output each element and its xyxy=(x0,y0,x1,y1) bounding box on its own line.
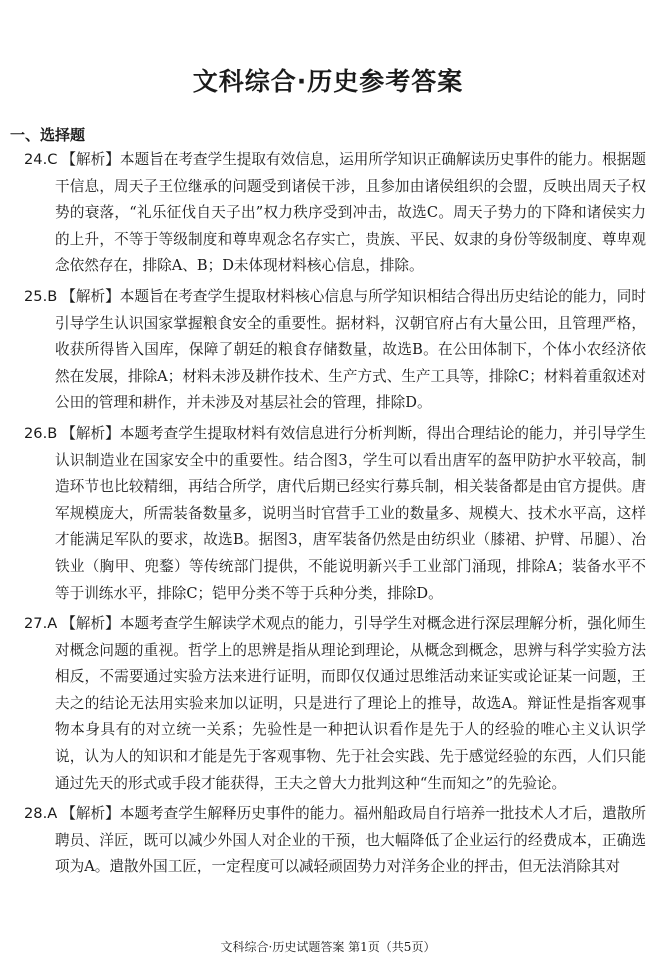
analysis-tag: 【解析】 xyxy=(61,151,120,168)
answer-text: 本题考查学生解释历史事件的能力。福州船政局自行培养一批技术人才后，遣散所聘员、洋匠，既可以减少外国人对企业的干预，也大幅降低了企业运行的经费成本，正确选项为A。遣散外国工匠，一定程度可以减轻顽固势力对洋务企业的抨击，但无法消除其对 xyxy=(55,805,646,876)
answer-number: 24.C xyxy=(24,151,58,168)
answer-text: 本题考查学生提取材料有效信息进行分析判断，得出合理结论的能力，并引导学生认识制造业在国家安全中的重要性。结合图3，学生可以看出唐军的盔甲防护水平较高，制造环节也比较精细，再结合所学，唐代后期已经实行募兵制，相关装备都是由官方提供。唐军规模庞大，所需装备数量多，说明当时官营手工业的数量多、规模大、技术水平高，这样才能满足军队的要求，故选B。据图3，唐军装备仍然是由纺织业（膝裙、护臂、吊腿）、冶铁业（胸甲、兜鍪）等传统部门提供，不能说明新兴手工业部门涌现，排除A；装备水平不等于训练水平，排除C；铠甲分类不等于兵种分类，排除D。 xyxy=(55,424,646,602)
answer-number: 26.B xyxy=(24,424,58,442)
answer-item-25 xyxy=(24,284,646,417)
analysis-tag: 【解析】 xyxy=(61,805,120,823)
answer-item-28 xyxy=(24,801,646,881)
section-heading: 一、选择题 xyxy=(10,126,86,144)
answer-number: 27.A xyxy=(24,615,58,633)
analysis-tag: 【解析】 xyxy=(61,424,120,442)
analysis-tag: 【解析】 xyxy=(61,287,120,305)
answer-text: 本题旨在考查学生提取材料核心信息与所学知识相结合得出历史结论的能力，同时引导学生认识国家掌握粮食安全的重要性。据材料，汉朝官府占有大量公田，且管理严格，收获所得皆入国库，保障了朝廷的粮食存储数量，故选B。在公田体制下，个体小农经济依然在发展，排除A；材料未涉及耕作技术、生产方式、生产工具等，排除C；材料着重叙述对公田的管理和耕作，并未涉及对基层社会的管理，排除D。 xyxy=(55,287,646,412)
answer-number: 28.A xyxy=(24,805,58,823)
page-footer: 文科综合·历史试题答案 第1页（共5页） xyxy=(220,940,436,954)
answer-number: 25.B xyxy=(24,287,58,305)
page-title: 文科综合·历史参考答案 xyxy=(192,67,464,96)
answer-item-24 xyxy=(24,147,646,280)
analysis-tag: 【解析】 xyxy=(61,615,120,633)
answer-item-26 xyxy=(24,421,646,607)
answer-text: 本题考查学生解读学术观点的能力，引导学生对概念进行深层理解分析，强化师生对概念问题的重视。哲学上的思辨是指从理论到理论，从概念到概念，思辨与科学实验方法相反，不需要通过实验方法来进行证明，而即仅仅通过思维活动来证实或论证某一问题，王夫之的结论无法用实验来加以证明，只是进行了理论上的推导，故选A。辩证性是指客观事物本身具有的对立统一关系；先验性是一种把认识看作是先于人的经验的唯心主义认识学说，认为人的知识和才能是先于客观事物、先于社会实践、先于感觉经验的东西，人们只能通过先天的形式或手段才能获得，王夫之曾大力批判这种“生而知之”的先验论。 xyxy=(55,615,646,792)
answer-item-27 xyxy=(24,611,646,797)
answer-text: 本题旨在考查学生提取有效信息，运用所学知识正确解读历史事件的能力。根据题干信息，周天子王位继承的问题受到诸侯干涉，且参加由诸侯组织的会盟，反映出周天子权势的衰落，“礼乐征伐自天子出”权力秩序受到冲击，故选C。周天子势力的下降和诸侯实力的上升，不等于等级制度和尊卑观念名存实亡，贵族、平民、奴隶的身份等级制度、尊卑观念依然存在，排除A、B；D未体现材料核心信息，排除。 xyxy=(55,151,646,275)
answer-list xyxy=(24,147,646,885)
